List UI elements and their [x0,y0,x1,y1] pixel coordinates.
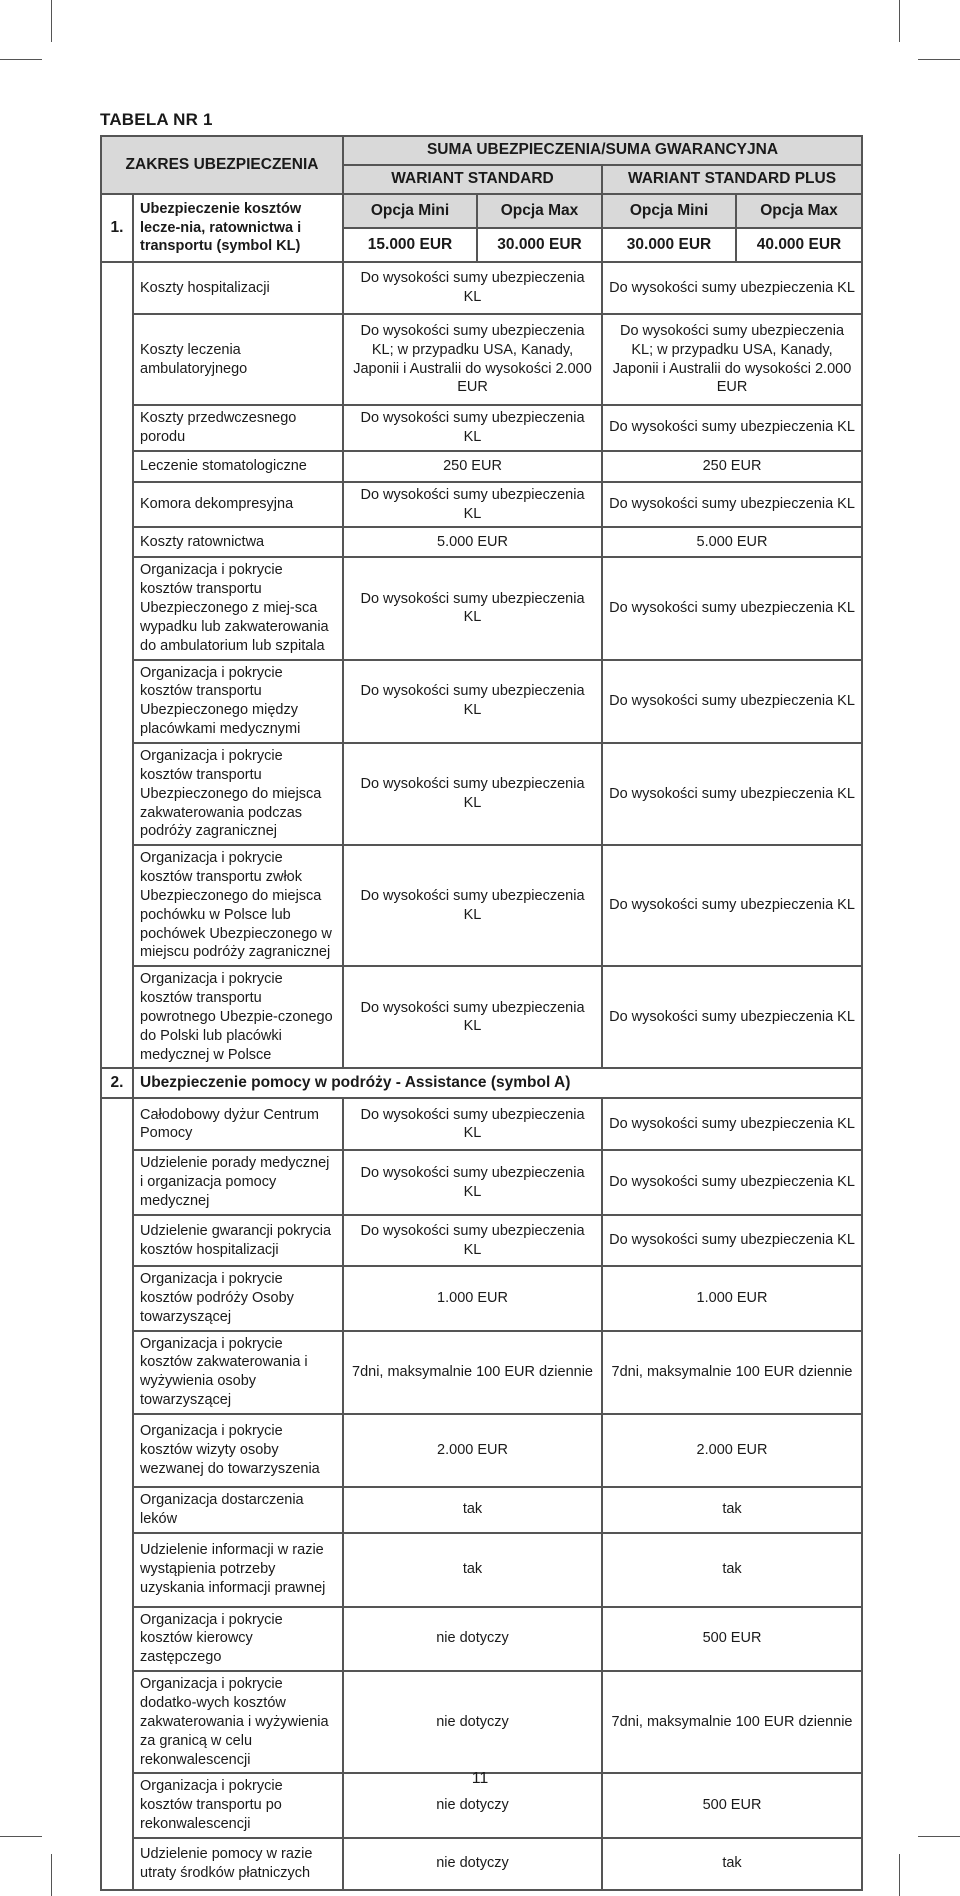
option-label: Opcja Mini [602,194,736,228]
row-value-standard: nie dotyczy [343,1671,602,1773]
row-value-plus: 2.000 EUR [602,1414,862,1487]
row-label: Udzielenie pomocy w razie utraty środków płatniczych [133,1838,343,1890]
row-value-standard: 250 EUR [343,451,602,482]
row-value-plus: 1.000 EUR [602,1266,862,1331]
table-row [101,451,862,482]
row-value-standard: 1.000 EUR [343,1266,602,1331]
row-label: Organizacja i pokrycie kosztów wizyty osoby wezwanej do towarzyszenia [133,1414,343,1487]
row-value-standard: Do wysokości sumy ubezpieczenia KL [343,1215,602,1266]
row-value-standard: Do wysokości sumy ubezpieczenia KL [343,966,602,1068]
option-label: Opcja Max [736,194,862,228]
crop-mark [918,59,960,60]
row-value-plus: tak [602,1487,862,1533]
header-scope: ZAKRES UBEZPIECZENIA [101,136,343,194]
row-value-standard: Do wysokości sumy ubezpieczenia KL [343,557,602,659]
row-value-plus: Do wysokości sumy ubezpieczenia KL [602,966,862,1068]
page-number: 11 [471,1770,489,1787]
section-title: Ubezpieczenie pomocy w podróży - Assistance (symbol A) [133,1068,862,1098]
option-label: Opcja Mini [343,194,477,228]
table-row [101,1838,862,1890]
row-label: Organizacja dostarczenia leków [133,1487,343,1533]
row-value-plus: tak [602,1533,862,1607]
row-label: Organizacja i pokrycie kosztów zakwaterowania i wyżywienia osoby towarzyszącej [133,1331,343,1414]
crop-mark [899,0,900,42]
row-value-plus: Do wysokości sumy ubezpieczenia KL [602,1215,862,1266]
option-amount: 30.000 EUR [602,228,736,262]
row-label: Udzielenie gwarancji pokrycia kosztów hospitalizacji [133,1215,343,1266]
option-label: Opcja Max [477,194,602,228]
row-value-plus: Do wysokości sumy ubezpieczenia KL [602,262,862,314]
table-row [101,1215,862,1266]
row-value-standard: Do wysokości sumy ubezpieczenia KL [343,660,602,743]
table-row [101,1533,862,1607]
row-value-standard: nie dotyczy [343,1607,602,1672]
row-label: Organizacja i pokrycie kosztów transportu powrotnego Ubezpie-czonego do Polski lub placówki medycznej w Polsce [133,966,343,1068]
row-value-standard: nie dotyczy [343,1838,602,1890]
table-row [101,1487,862,1533]
section-title: Ubezpieczenie kosztów lecze-nia, ratownictwa i transportu (symbol KL) [133,194,343,262]
table-row [101,1607,862,1672]
table-row [101,1414,862,1487]
row-value-standard: Do wysokości sumy ubezpieczenia KL; w przypadku USA, Kanady, Japonii i Australii do wysokości 2.000 EUR [343,314,602,405]
row-value-standard: Do wysokości sumy ubezpieczenia KL [343,482,602,528]
row-value-standard: Do wysokości sumy ubezpieczenia KL [343,743,602,845]
table-row [101,1331,862,1414]
row-value-standard: tak [343,1533,602,1607]
option-amount: 30.000 EUR [477,228,602,262]
row-value-standard: Do wysokości sumy ubezpieczenia KL [343,1150,602,1215]
row-value-plus: Do wysokości sumy ubezpieczenia KL; w przypadku USA, Kanady, Japonii i Australii do wysokości 2.000 EUR [602,314,862,405]
table-row [101,660,862,743]
table-row [101,1098,862,1150]
header-variant-standard: WARIANT STANDARD [343,165,602,194]
row-value-plus: 500 EUR [602,1607,862,1672]
row-label: Komora dekompresyjna [133,482,343,528]
insurance-table [100,135,863,1891]
row-label: Organizacja i pokrycie kosztów transportu Ubezpieczonego między placówkami medycznymi [133,660,343,743]
crop-mark [0,1836,42,1837]
row-value-standard: Do wysokości sumy ubezpieczenia KL [343,405,602,451]
crop-mark [918,1836,960,1837]
table-row [101,527,862,557]
option-amount: 15.000 EUR [343,228,477,262]
row-value-standard: Do wysokości sumy ubezpieczenia KL [343,262,602,314]
table-row [101,743,862,845]
option-amount: 40.000 EUR [736,228,862,262]
table-row [101,966,862,1068]
row-label: Koszty przedwczesnego porodu [133,405,343,451]
row-value-standard: 5.000 EUR [343,527,602,557]
row-value-plus: Do wysokości sumy ubezpieczenia KL [602,845,862,966]
table-row [101,557,862,659]
row-label: Organizacja i pokrycie kosztów transportu Ubezpieczonego do miejsca zakwaterowania podczas podróży zagranicznej [133,743,343,845]
section-number: 1. [101,194,133,262]
table-row [101,262,862,314]
row-value-plus: 500 EUR [602,1773,862,1838]
row-value-plus: 5.000 EUR [602,527,862,557]
row-number-spacer [101,262,133,1068]
crop-mark [51,0,52,42]
row-value-standard: nie dotyczy [343,1773,602,1838]
row-value-standard: 2.000 EUR [343,1414,602,1487]
row-value-standard: Do wysokości sumy ubezpieczenia KL [343,845,602,966]
row-value-plus: 7dni, maksymalnie 100 EUR dziennie [602,1671,862,1773]
row-value-plus: Do wysokości sumy ubezpieczenia KL [602,1150,862,1215]
row-value-plus: 7dni, maksymalnie 100 EUR dziennie [602,1331,862,1414]
row-value-plus: Do wysokości sumy ubezpieczenia KL [602,482,862,528]
row-label: Koszty leczenia ambulatoryjnego [133,314,343,405]
row-label: Udzielenie informacji w razie wystąpienia potrzeby uzyskania informacji prawnej [133,1533,343,1607]
table-row [101,1671,862,1773]
crop-mark [0,59,42,60]
row-label: Koszty hospitalizacji [133,262,343,314]
row-label: Udzielenie porady medycznej i organizacja pomocy medycznej [133,1150,343,1215]
row-label: Całodobowy dyżur Centrum Pomocy [133,1098,343,1150]
section-number: 2. [101,1068,133,1098]
row-value-plus: Do wysokości sumy ubezpieczenia KL [602,1098,862,1150]
row-label: Organizacja i pokrycie dodatko-wych kosztów zakwaterowania i wyżywienia za granicą w celu rekonwalescencji [133,1671,343,1773]
header-variant-plus: WARIANT STANDARD PLUS [602,165,862,194]
table-row [101,1266,862,1331]
table-row [101,405,862,451]
row-value-plus: Do wysokości sumy ubezpieczenia KL [602,405,862,451]
table-row [101,314,862,405]
table-row [101,482,862,528]
header-sum-title: SUMA UBEZPIECZENIA/SUMA GWARANCYJNA [343,136,862,165]
row-value-standard: 7dni, maksymalnie 100 EUR dziennie [343,1331,602,1414]
row-value-plus: 250 EUR [602,451,862,482]
row-value-standard: Do wysokości sumy ubezpieczenia KL [343,1098,602,1150]
document-title: TABELA NR 1 [100,110,213,129]
row-value-plus: Do wysokości sumy ubezpieczenia KL [602,660,862,743]
table-row [101,1150,862,1215]
row-label: Organizacja i pokrycie kosztów transportu po rekonwalescencji [133,1773,343,1838]
row-value-plus: Do wysokości sumy ubezpieczenia KL [602,743,862,845]
row-label: Organizacja i pokrycie kosztów podróży Osoby towarzyszącej [133,1266,343,1331]
row-label: Organizacja i pokrycie kosztów transportu Ubezpieczonego z miej-sca wypadku lub zakwaterowania do ambulatorium lub szpitala [133,557,343,659]
row-value-plus: tak [602,1838,862,1890]
crop-mark [51,1854,52,1896]
row-value-standard: tak [343,1487,602,1533]
table-row [101,845,862,966]
crop-mark [899,1854,900,1896]
row-label: Koszty ratownictwa [133,527,343,557]
row-label: Organizacja i pokrycie kosztów transportu zwłok Ubezpieczonego do miejsca pochówku w Polsce lub pochówek Ubezpieczonego w miejscu podróży zagranicznej [133,845,343,966]
row-label: Organizacja i pokrycie kosztów kierowcy zastępczego [133,1607,343,1672]
row-value-plus: Do wysokości sumy ubezpieczenia KL [602,557,862,659]
row-label: Leczenie stomatologiczne [133,451,343,482]
